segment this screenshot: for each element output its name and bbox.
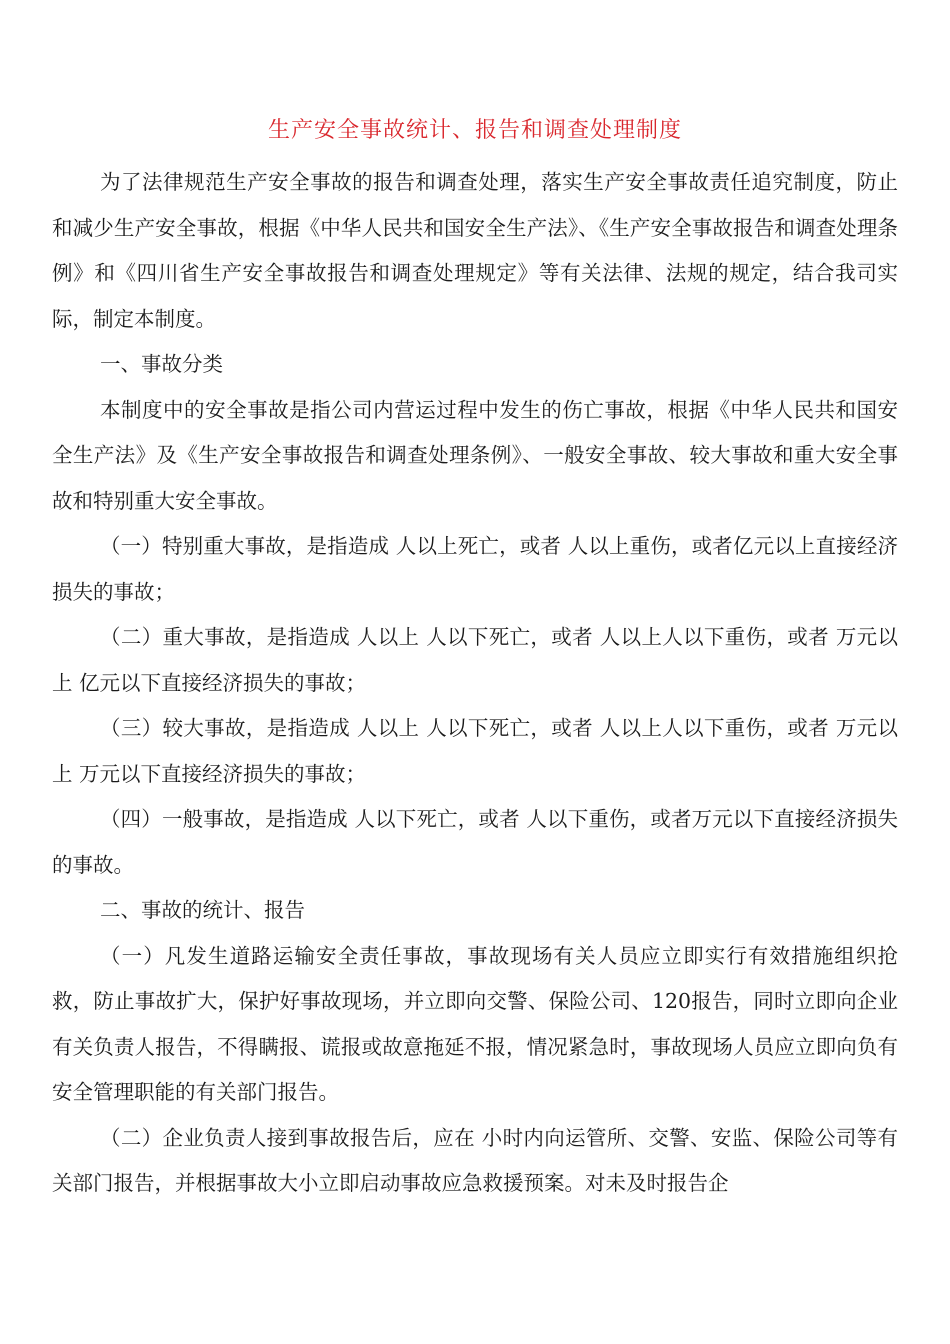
clause-especially-major-accident: （一）特别重大事故，是指造成 人以上死亡，或者 人以上重伤，或者亿元以上直接经济损失的事故； bbox=[52, 534, 898, 604]
document-body bbox=[52, 160, 898, 1207]
clause-on-site-reporting: （一）凡发生道路运输安全责任事故，事故现场有关人员应立即实行有效措施组织抢救，防止事故扩大，保护好事故现场，并立即向交警、保险公司、120报告，同时立即向企业有关负责人报告，不得瞒报、谎报或故意拖延不报，情况紧急时，事故现场人员应立即向负有安全管理职能的有关部门报告。 bbox=[52, 943, 898, 1104]
clause-larger-accident: （三）较大事故，是指造成 人以上 人以下死亡，或者 人以上人以下重伤，或者 万元以上 万元以下直接经济损失的事故； bbox=[52, 716, 898, 786]
document-title: 生产安全事故统计、报告和调查处理制度 bbox=[267, 118, 682, 143]
clause-general-accident: （四）一般事故，是指造成 人以下死亡，或者 人以下重伤，或者万元以下直接经济损失的事故。 bbox=[52, 807, 898, 877]
section-heading-accident-classification: 一、事故分类 bbox=[100, 352, 223, 376]
intro-paragraph: 为了法律规范生产安全事故的报告和调查处理，落实生产安全事故责任追究制度，防止和减少生产安全事故，根据《中华人民共和国安全生产法》、《生产安全事故报告和调查处理条例》和《四川省生产安全事故报告和调查处理规定》等有关法律、法规的规定，结合我司实际，制定本制度。 bbox=[52, 170, 898, 331]
clause-major-accident: （二）重大事故，是指造成 人以上 人以下死亡，或者 人以上人以下重伤，或者 万元以上 亿元以下直接经济损失的事故； bbox=[52, 625, 898, 695]
clause-leader-reporting: （二）企业负责人接到事故报告后，应在 小时内向运管所、交警、安监、保险公司等有关部门报告，并根据事故大小立即启动事故应急救援预案。对未及时报告企 bbox=[52, 1125, 898, 1195]
section-heading-statistics-report: 二、事故的统计、报告 bbox=[100, 898, 305, 922]
classification-paragraph: 本制度中的安全事故是指公司内营运过程中发生的伤亡事故，根据《中华人民共和国安全生产法》及《生产安全事故报告和调查处理条例》、一般安全事故、较大事故和重大安全事故和特别重大安全事故。 bbox=[52, 397, 898, 513]
